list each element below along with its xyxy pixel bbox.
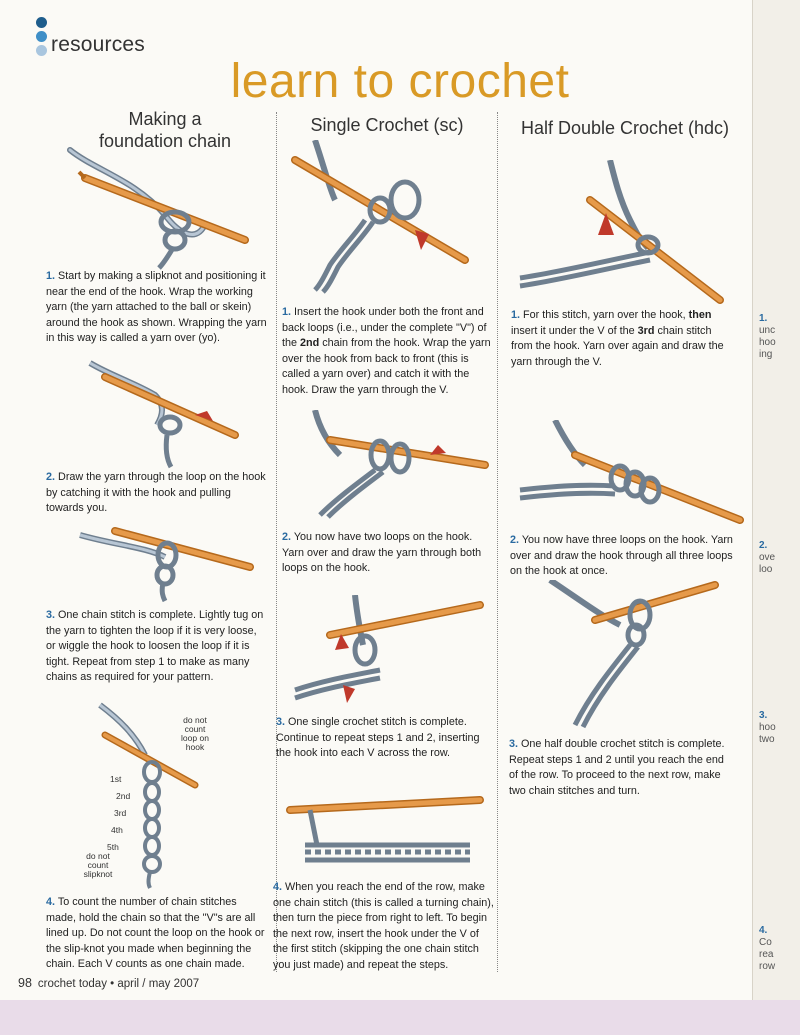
illustration-sc-insert-hook: [285, 140, 485, 300]
illustration-sc-two-loops: [290, 410, 490, 530]
step-text: [46, 895, 268, 973]
illustration-chain-complete: [75, 517, 255, 602]
label-5th: 5th: [107, 842, 119, 852]
step-body: chain from the hook. Wrap the yarn over the hook from back to front (this is called a yarn over) and catch it with the hook. Draw the yarn through the V.: [282, 337, 491, 396]
step-bold: 2nd: [300, 337, 320, 349]
step-text: [509, 737, 735, 799]
frag-text: loo: [759, 564, 773, 575]
step-number: 2.: [510, 534, 520, 546]
heading-half-double-crochet: Half Double Crochet (hdc): [520, 118, 730, 138]
step-body: insert it under the V of the: [511, 324, 638, 337]
step-number: 4.: [46, 896, 56, 908]
step-text: [511, 308, 735, 370]
illustration-hdc-yarn-over: [510, 160, 740, 310]
frag-text: two: [759, 734, 775, 745]
step-body: When you reach the end of the row, make one chain stitch (this is called a turning chain), then turn the piece from right to left. To begin the next row, insert the hook under the V of the first stitch (skipping the one chain stitch you just made) and repeat the steps.: [273, 881, 494, 971]
frag-text: ing: [759, 349, 773, 360]
step-text: [273, 880, 494, 973]
step-body: One half double crochet stitch is complete. Repeat steps 1 and 2 until you reach the end of the row. To proceed to the next row, make two chain stitches and turn.: [509, 738, 725, 797]
heading-single-crochet: Single Crochet (sc): [310, 115, 464, 135]
frag-text: row: [759, 961, 776, 972]
magazine-name: crochet today: [37, 978, 107, 990]
step-bold: then: [688, 309, 712, 321]
step-number: 1.: [511, 309, 521, 321]
step-body: Draw the yarn through the loop on the hook by catching it with the hook and pulling towards you.: [46, 471, 266, 514]
heading-foundation-chain: Making a foundation chain: [98, 109, 232, 151]
label-2nd: 2nd: [116, 791, 131, 801]
step-number: 3.: [509, 738, 519, 750]
step-number: 1.: [282, 306, 292, 318]
frag-text: unc: [759, 325, 776, 336]
step-text: [46, 269, 268, 347]
frag-text: hoo: [759, 722, 776, 733]
step-text: [46, 608, 268, 686]
step-body: chain stitch from the hook. Yarn over again and draw the yarn through the V.: [511, 324, 724, 368]
step-body: For this stitch, yarn over the hook,: [523, 309, 689, 321]
illustration-draw-through-loop: [75, 355, 255, 470]
illustration-sc-row: [285, 790, 485, 875]
section-label: resources: [51, 33, 146, 56]
step-body: You now have two loops on the hook. Yarn over and draw the yarn through both loops on the hook.: [282, 531, 482, 574]
step-number: 1.: [46, 270, 56, 282]
frag-text: Co: [759, 937, 772, 948]
frag-text: rea: [759, 949, 774, 960]
step-text: [46, 470, 268, 517]
step-body: You now have three loops on the hook. Yarn over and draw the hook through all three loops on the hook at once.: [510, 534, 733, 577]
step-number: 3.: [46, 609, 56, 621]
frag-num: 3.: [759, 710, 768, 721]
label-do-not-count-slipknot: do not count slipknot: [83, 851, 113, 879]
label-4th: 4th: [111, 825, 123, 835]
illustration-slipknot-yarn-over: [55, 140, 255, 270]
page-footer: 98 crochet today • april / may 2007: [18, 976, 200, 990]
step-body: Start by making a slipknot and positioning it near the end of the hook. Wrap the working yarn (the yarn attached to the ball or skein) around the hook as shown. Wrapping the yarn in this way is called a yarn over (yo).: [46, 270, 267, 344]
step-number: 3.: [276, 716, 286, 728]
adjacent-page-edge: [752, 0, 800, 1000]
bottom-band: [0, 1000, 800, 1035]
step-text: [282, 305, 494, 398]
column-divider: [497, 112, 498, 972]
step-text: [510, 533, 736, 580]
frag-num: 2.: [759, 540, 768, 551]
step-text: [282, 530, 494, 577]
step-text: [276, 715, 494, 762]
step-bold: 3rd: [637, 324, 655, 337]
step-body: To count the number of chain stitches made, hold the chain so that the "V"s are all lined up. Do not count the loop on the hook or the slip-knot you made when beginning the chain. Each V counts as one chain made.: [46, 896, 265, 970]
step-body: One chain stitch is complete. Lightly tug on the yarn to tighten the loop if it is very loose, or wiggle the hook to loosen the loop if it is tight. Repeat from step 1 to make as many chains as required for your pattern.: [46, 609, 264, 683]
step-body: Insert the hook under both the front and back loops (i.e., under the complete "V") of the: [282, 306, 487, 349]
page-number: 98: [18, 976, 32, 990]
section-dots-icon: [36, 17, 47, 59]
step-number: 4.: [273, 881, 283, 893]
illustration-hdc-complete: [540, 580, 720, 730]
frag-text: ove: [759, 552, 776, 563]
frag-num: 1.: [759, 313, 768, 324]
illustration-hdc-three-loops: [515, 420, 745, 530]
issue-date: april / may 2007: [117, 978, 200, 990]
step-number: 2.: [46, 471, 56, 483]
label-1st: 1st: [110, 774, 122, 784]
step-body: One single crochet stitch is complete. Continue to repeat steps 1 and 2, inserting the hook into each V across the row.: [276, 716, 480, 759]
frag-num: 4.: [759, 925, 768, 936]
frag-text: hoo: [759, 337, 776, 348]
label-3rd: 3rd: [114, 808, 127, 818]
illustration-sc-complete: [285, 595, 485, 710]
column-divider: [276, 112, 277, 972]
page-title: learn to crochet: [230, 55, 570, 108]
step-number: 2.: [282, 531, 292, 543]
label-do-not-count-loop: do not count loop on hook: [181, 715, 209, 752]
